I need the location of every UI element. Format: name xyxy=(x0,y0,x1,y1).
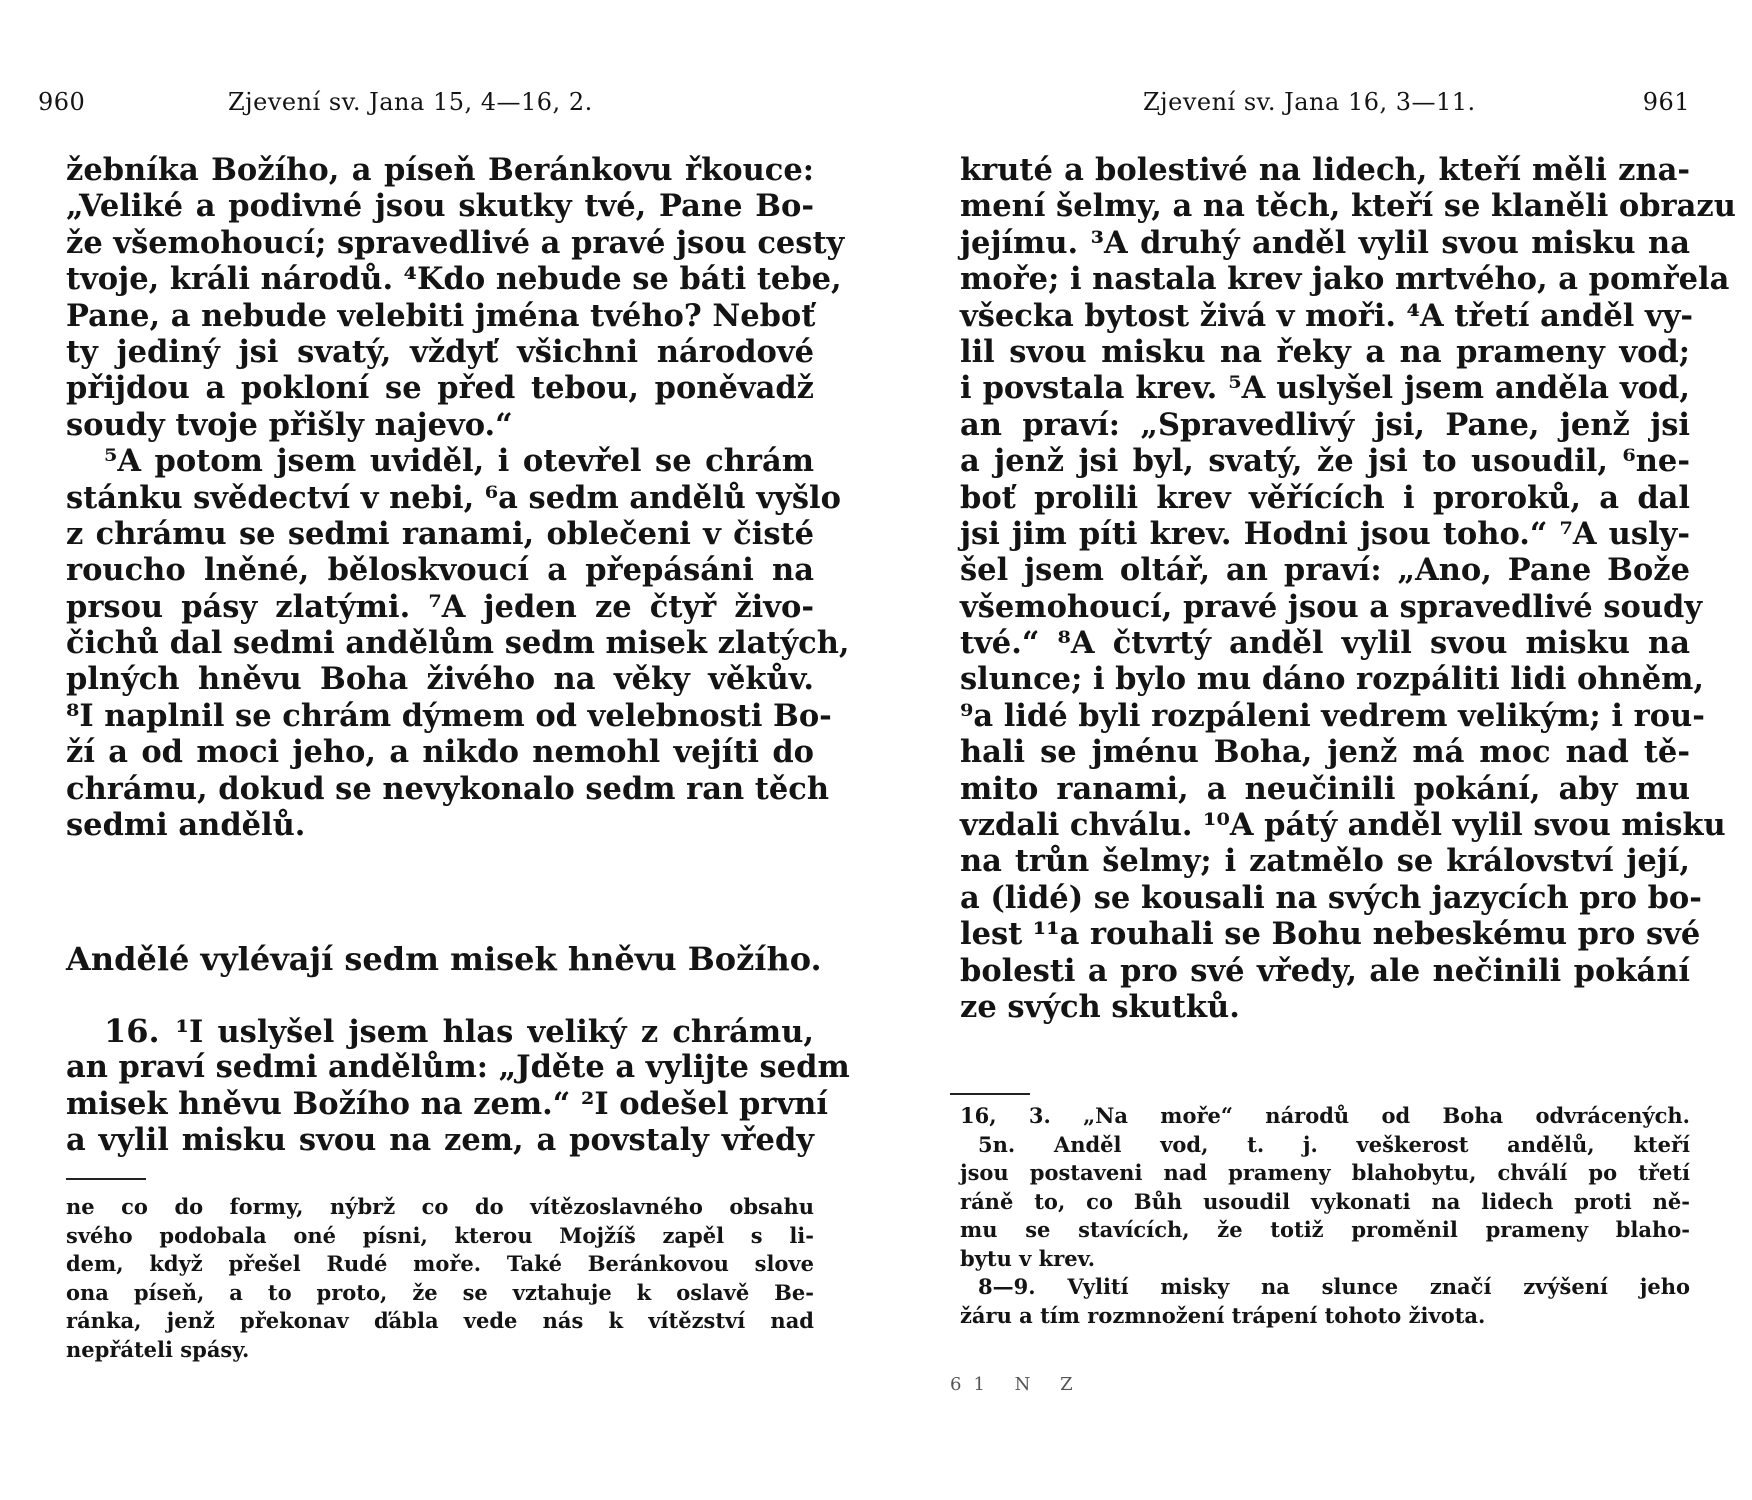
footnote-line: dem, když přešel Rudé moře. Také Beránkovou slove xyxy=(66,1251,814,1276)
text-line: „Veliké a podivné jsou skutky tvé, Pane Bo- xyxy=(66,188,814,225)
text-line: a jenž jsi byl, svatý, že jsi to usoudil, ⁶ne- xyxy=(960,443,1690,480)
chapter-number: 16. xyxy=(104,1012,160,1050)
text-line: ty jediný jsi svatý, vždyť všichni národové xyxy=(66,333,814,370)
text-line: kruté a bolestivé na lidech, kteří měli zna- xyxy=(960,152,1690,188)
text-line: i povstala krev. ⁵A uslyšel jsem anděla vod, xyxy=(960,370,1690,407)
footnote-line: 5n. Anděl vod, t. j. veškerost andělů, kteří xyxy=(978,1131,1690,1157)
page-number: 960 xyxy=(38,88,86,116)
footnote-line: svého podobala oné písni, kterou Mojžíš zapěl s li- xyxy=(66,1222,814,1248)
text-line: tvé.“ ⁸A čtvrtý anděl vylil svou misku na xyxy=(960,625,1690,662)
footnote-line: jsou postaveni nad prameny blahobytu, chválí po třetí xyxy=(960,1160,1690,1185)
text-line: tvoje, králi národů. ⁴Kdo nebude se báti tebe, xyxy=(66,261,842,298)
text-line: lil svou misku na řeky a na prameny vod; xyxy=(960,333,1690,370)
text-line: mení šelmy, a na těch, kteří se klaněli obrazu xyxy=(960,188,1736,225)
text-line: a (lidé) se kousali na svých jazycích pro bo- xyxy=(960,879,1702,916)
text-line: Pane, a nebude velebiti jména tvého? Neboť xyxy=(66,297,816,334)
text-line: ze svých skutků. xyxy=(960,988,1240,1025)
text-line: ⁹a lidé byli rozpáleni vedrem velikým; i rou- xyxy=(960,697,1705,734)
footnote-line: nepřáteli spásy. xyxy=(66,1336,250,1362)
footnote-line: 8—9. Vylití misky na slunce značí zvýšení jeho xyxy=(978,1274,1690,1299)
text-line: lest ¹¹a rouhali se Bohu nebeskému pro své xyxy=(960,916,1701,953)
text-line: ⁸I naplnil se chrám dýmem od velebnosti Bo- xyxy=(66,697,832,734)
running-title: Zjevení sv. Jana 16, 3—11. xyxy=(1143,88,1476,116)
text-line: soudy tvoje přišly najevo.“ xyxy=(66,406,513,443)
text-line: ⁵A potom jsem uviděl, i otevřel se chrám xyxy=(104,443,814,480)
text-line: stánku svědectví v nebi, ⁶a sedm andělů vyšlo xyxy=(66,479,841,516)
footnote-line: mu se stavících, že totiž proměnil prameny blaho- xyxy=(960,1217,1690,1242)
text-line: chrámu, dokud se nevykonalo sedm ran těch xyxy=(66,770,830,807)
footnote-line: ne co do formy, nýbrž co do vítězoslavného obsahu xyxy=(66,1194,814,1219)
text-line: a vylil misku svou na zem, a povstaly vředy xyxy=(66,1122,814,1159)
printer-signature: 61 N Z xyxy=(950,1374,1085,1395)
running-head xyxy=(38,88,814,118)
text-line: misek hněvu Božího na zem.“ ²I odešel první xyxy=(66,1085,828,1122)
text-line: žebníka Božího, a píseň Beránkovu řkouce: xyxy=(66,152,814,188)
footnote-line: 16, 3. „Na moře“ národů od Boha odvrácených. xyxy=(960,1103,1690,1128)
section-heading: Andělé vylévají sedm misek hněvu Božího. xyxy=(66,940,822,978)
footnotes xyxy=(960,1102,1690,1330)
text-line-content: ¹I uslyšel jsem hlas veliký z chrámu, xyxy=(175,1014,814,1050)
text-line: z chrámu se sedmi ranami, oblečeni v čisté xyxy=(66,515,814,552)
footnote-line: ona píseň, a to proto, že se vztahuje k oslavě Be- xyxy=(66,1279,814,1305)
running-title: Zjevení sv. Jana 15, 4—16, 2. xyxy=(228,88,593,116)
footnote-line: ráně to, co Bůh usoudil vykonati na lidech proti ně- xyxy=(960,1188,1690,1214)
text-line: šel jsem oltář, an praví: „Ano, Pane Bože xyxy=(960,552,1690,589)
text-line: prsou pásy zlatými. ⁷A jeden ze čtyř živo- xyxy=(66,588,814,625)
text-line xyxy=(66,1013,814,1049)
footnote-line: ránka, jenž překonav ďábla vede nás k vítězství nad xyxy=(66,1308,814,1333)
text-line: roucho lněné, běloskvoucí a přepásáni na xyxy=(66,552,814,589)
text-line: moře; i nastala krev jako mrtvého, a pomřela xyxy=(960,261,1730,298)
text-line: čichů dal sedmi andělům sedm misek zlatých, xyxy=(66,625,850,662)
body-text xyxy=(960,152,1736,1025)
text-line: přijdou a pokloní se před tebou, poněvadž xyxy=(66,370,814,407)
text-line: vzdali chválu. ¹⁰A pátý anděl vylil svou misku xyxy=(960,807,1726,844)
page-number: 961 xyxy=(1642,88,1690,116)
text-line: an praví sedmi andělům: „Jděte a vylijte sedm xyxy=(66,1049,850,1086)
text-line: všemohoucí, pravé jsou a spravedlivé soudy xyxy=(960,588,1703,625)
chapter-text xyxy=(66,1012,850,1159)
footnote-rule xyxy=(950,1093,1030,1095)
text-line: mito ranami, a neučinili pokání, aby mu xyxy=(960,770,1690,807)
text-line: sedmi andělů. xyxy=(66,807,306,844)
text-line: slunce; i bylo mu dáno rozpáliti lidi ohněm, xyxy=(960,661,1705,698)
footnote-rule xyxy=(66,1178,146,1180)
text-line: jejímu. ³A druhý anděl vylil svou misku na xyxy=(960,224,1690,261)
running-head xyxy=(960,88,1690,118)
footnotes xyxy=(66,1193,814,1364)
text-line: že všemohoucí; spravedlivé a pravé jsou cesty xyxy=(66,224,845,261)
text-line: hali se jménu Boha, jenž má moc nad tě- xyxy=(960,734,1690,771)
footnote-line: žáru a tím rozmnožení trápení tohoto života. xyxy=(960,1302,1486,1328)
body-text xyxy=(66,152,850,844)
text-line: na trůn šelmy; i zatmělo se království její, xyxy=(960,843,1690,880)
text-line: bolesti a pro své vředy, ale nečinili pokání xyxy=(960,952,1690,989)
footnote-line: bytu v krev. xyxy=(960,1245,1096,1271)
text-line: an praví: „Spravedlivý jsi, Pane, jenž jsi xyxy=(960,406,1690,443)
text-line: boť prolili krev věřících i proroků, a dal xyxy=(960,479,1690,516)
text-line: ží a od moci jeho, a nikdo nemohl vejíti do xyxy=(66,734,814,771)
text-line: všecka bytost živá v moři. ⁴A třetí anděl vy- xyxy=(960,297,1694,334)
text-line: jsi jim píti krev. Hodni jsou toho.“ ⁷A usly- xyxy=(960,515,1690,552)
text-line: plných hněvu Boha živého na věky věkův. xyxy=(66,661,814,698)
